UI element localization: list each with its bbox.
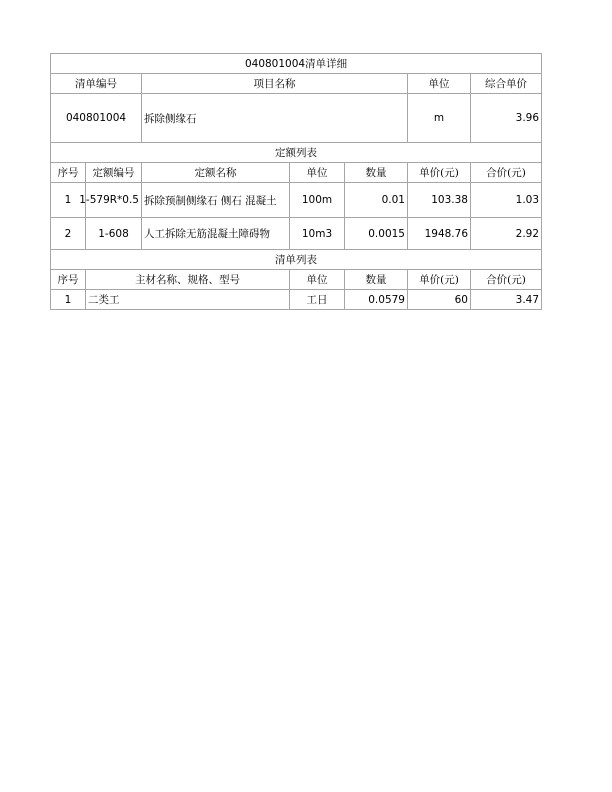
quota-row <box>51 218 542 250</box>
quota-name: 人工拆除无筋混凝土障碍物 <box>142 218 290 250</box>
quota-total: 1.03 <box>471 183 542 218</box>
quota-qty: 0.0015 <box>345 218 408 250</box>
material-name: 二类工 <box>86 290 290 310</box>
material-section-title: 清单列表 <box>51 250 542 270</box>
quota-code: 1-608 <box>86 218 142 250</box>
bill-unit-header: 单位 <box>408 74 471 94</box>
material-header-row <box>51 270 542 290</box>
sheet-title: 040801004清单详细 <box>51 54 542 74</box>
bill-unit: m <box>408 94 471 143</box>
quota-no: 1 <box>51 183 86 218</box>
bill-value-row <box>51 94 542 143</box>
quota-qty-header: 数量 <box>345 163 408 183</box>
quota-price: 103.38 <box>408 183 471 218</box>
bill-name: 拆除侧缘石 <box>142 94 408 143</box>
quota-total: 2.92 <box>471 218 542 250</box>
quota-name-header: 定额名称 <box>142 163 290 183</box>
material-no-header: 序号 <box>51 270 86 290</box>
quota-unit: 100m <box>290 183 345 218</box>
quota-no: 2 <box>51 218 86 250</box>
bill-price: 3.96 <box>471 94 542 143</box>
material-price: 60 <box>408 290 471 310</box>
quota-qty: 0.01 <box>345 183 408 218</box>
material-name-header: 主材名称、规格、型号 <box>86 270 290 290</box>
bill-name-header: 项目名称 <box>142 74 408 94</box>
bill-code: 040801004 <box>51 94 142 143</box>
quota-unit-header: 单位 <box>290 163 345 183</box>
quota-price-header: 单价(元) <box>408 163 471 183</box>
bill-price-header: 综合单价 <box>471 74 542 94</box>
material-section-row <box>51 250 542 270</box>
quota-no-header: 序号 <box>51 163 86 183</box>
quota-section-row <box>51 143 542 163</box>
quota-code-header: 定额编号 <box>86 163 142 183</box>
material-price-header: 单价(元) <box>408 270 471 290</box>
material-no: 1 <box>51 290 86 310</box>
quota-name: 拆除预制侧缘石 侧石 混凝土 <box>142 183 290 218</box>
title-row <box>51 54 542 74</box>
material-qty-header: 数量 <box>345 270 408 290</box>
quota-unit: 10m3 <box>290 218 345 250</box>
bill-header-row <box>51 74 542 94</box>
material-total-header: 合价(元) <box>471 270 542 290</box>
material-unit: 工日 <box>290 290 345 310</box>
bill-code-header: 清单编号 <box>51 74 142 94</box>
material-row <box>51 290 542 310</box>
quota-section-title: 定额列表 <box>51 143 542 163</box>
quota-price: 1948.76 <box>408 218 471 250</box>
material-unit-header: 单位 <box>290 270 345 290</box>
quota-code: 1-579R*0.5 <box>86 183 142 218</box>
material-total: 3.47 <box>471 290 542 310</box>
material-qty: 0.0579 <box>345 290 408 310</box>
bill-detail-table <box>50 53 542 310</box>
quota-header-row <box>51 163 542 183</box>
quota-total-header: 合价(元) <box>471 163 542 183</box>
quota-row <box>51 183 542 218</box>
